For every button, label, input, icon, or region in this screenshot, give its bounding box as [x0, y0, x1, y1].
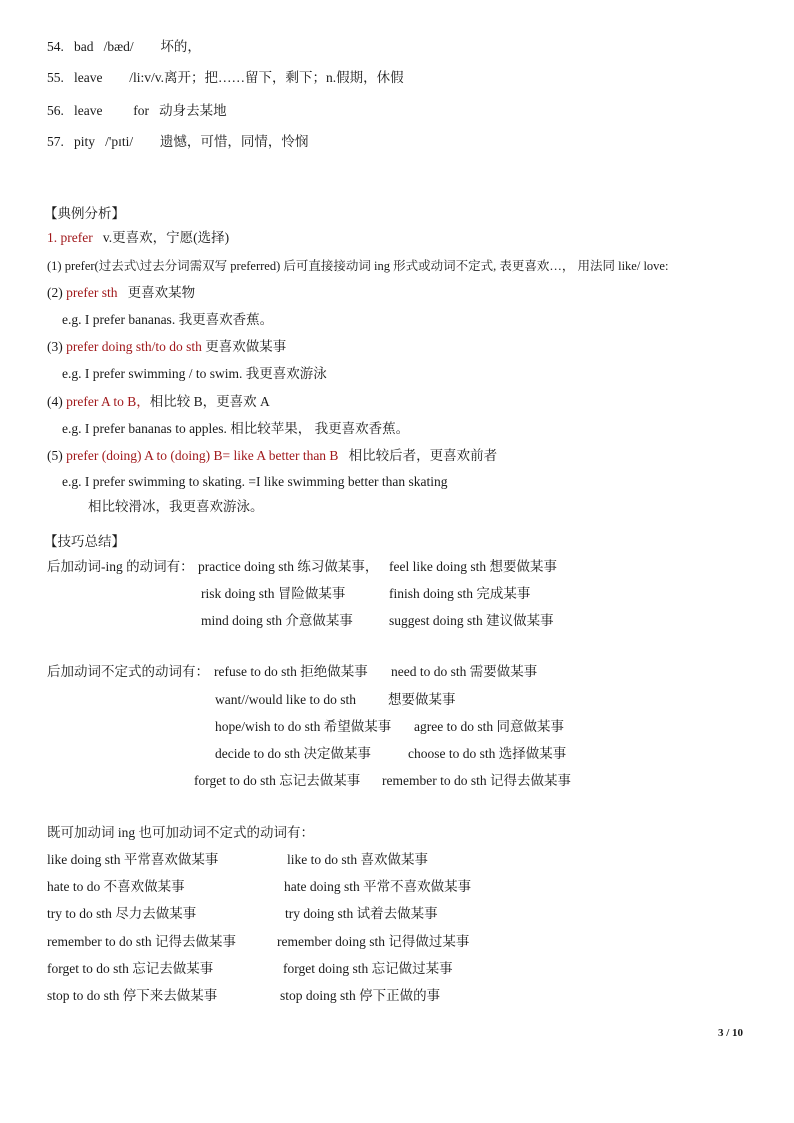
vocab-item-54 [47, 38, 201, 56]
analysis-item-1 [47, 229, 229, 247]
both-form-entry: forget doing sth 忘记做过某事 [283, 961, 453, 976]
point-keyword: prefer sth [66, 285, 118, 300]
point-keyword: prefer A to B， [66, 394, 150, 409]
point-meaning: 相比较 B，更喜欢 A [149, 394, 270, 409]
analysis-point-5 [47, 447, 497, 465]
infinitive-verb-entry: refuse to do sth 拒绝做某事 [214, 664, 368, 679]
vocab-item-56 [47, 102, 227, 120]
point-keyword: prefer (doing) A to (doing) B= like A better than B [66, 448, 339, 463]
analysis-point-2 [47, 284, 195, 302]
both-form-entry: like to do sth 喜欢做某事 [287, 852, 428, 867]
vocab-word: bad [74, 39, 94, 54]
analysis-point-4 [47, 393, 270, 411]
both-form-entry: try to do sth 尽力去做某事 [47, 906, 197, 921]
vocab-phonetic: /li:v/v. [129, 70, 164, 85]
vocab-definition: 遗憾，可惜，同情，怜悯 [159, 134, 309, 149]
ing-verb-entry: finish doing sth 完成某事 [389, 586, 531, 601]
both-form-entry: remember to do sth 记得去做某事 [47, 934, 236, 949]
both-forms-label: 既可加动词 ing 也可加动词不定式的动词有： [47, 825, 315, 840]
infinitive-verb-entry: remember to do sth 记得去做某事 [382, 773, 571, 788]
point-meaning: 更喜欢某物 [127, 285, 196, 300]
example-5: e.g. I prefer swimming to skating. =I like swimming better than skating [62, 474, 448, 489]
example-2: e.g. I prefer bananas. 我更喜欢香蕉。 [62, 312, 274, 327]
both-form-entry: stop doing sth 停下正做的事 [280, 988, 441, 1003]
point-number: (5) [47, 448, 63, 463]
item-1-meaning: v.更喜欢，宁愿(选择) [102, 230, 230, 245]
point-number: (2) [47, 285, 63, 300]
ing-verb-entry: suggest doing sth 建议做某事 [389, 613, 554, 628]
infinitive-verb-entry: want//would like to do sth [215, 692, 356, 707]
ing-verb-entry: practice doing sth 练习做某事， [198, 559, 379, 574]
vocab-word: leave [74, 70, 103, 85]
vocab-phonetic: /'pɪti/ [105, 134, 134, 149]
point-meaning: 相比较后者，更喜欢前者 [348, 448, 498, 463]
analysis-point-3 [47, 338, 286, 356]
vocab-number: 57. [47, 134, 64, 149]
vocab-word: leave [74, 103, 103, 118]
ing-verb-entry: risk doing sth 冒险做某事 [201, 586, 346, 601]
point-number: (4) [47, 394, 63, 409]
point-keyword: prefer doing sth/to do sth [66, 339, 202, 354]
vocab-definition: 坏的， [160, 39, 201, 54]
example-4: e.g. I prefer bananas to apples. 相比较苹果， 我更喜欢香蕉。 [62, 421, 410, 436]
infinitive-verb-entry: choose to do sth 选择做某事 [408, 746, 567, 761]
example-5-translation: 相比较滑冰，我更喜欢游泳。 [88, 499, 264, 514]
infinitive-verb-entry: forget to do sth 忘记去做某事 [194, 773, 361, 788]
keyword-prefer: 1. prefer [47, 230, 93, 245]
both-form-entry: hate to do 不喜欢做某事 [47, 879, 185, 894]
both-form-entry: hate doing sth 平常不喜欢做某事 [284, 879, 472, 894]
point-number: (3) [47, 339, 63, 354]
vocab-word: pity [74, 134, 96, 149]
vocab-number: 56. [47, 103, 64, 118]
vocab-definition: 动身去某地 [159, 103, 227, 118]
infinitive-verb-entry: agree to do sth 同意做某事 [414, 719, 564, 734]
analysis-point-1: (1) prefer(过去式\过去分词需双写 preferred) 后可直接接动词 ing 形式或动词不定式, 表更喜欢…， 用法同 like/ love: [47, 259, 669, 273]
vocab-number: 54. [47, 39, 64, 54]
both-form-entry: remember doing sth 记得做过某事 [277, 934, 470, 949]
infinitive-verbs-label: 后加动词不定式的动词有： [47, 664, 209, 679]
infinitive-verb-entry: decide to do sth 决定做某事 [215, 746, 371, 761]
vocab-definition: 离开；把……留下，剩下；n.假期，休假 [164, 70, 404, 85]
page-number: 3 / 10 [718, 1027, 744, 1039]
infinitive-verb-entry: 想要做某事 [388, 692, 456, 707]
infinitive-verb-entry: hope/wish to do sth 希望做某事 [215, 719, 392, 734]
ing-verb-entry: feel like doing sth 想要做某事 [389, 559, 557, 574]
vocab-phonetic: /bæd/ [103, 39, 134, 54]
both-form-entry: try doing sth 试着去做某事 [285, 906, 438, 921]
analysis-heading: 【典例分析】 [44, 206, 125, 221]
both-form-entry: forget to do sth 忘记去做某事 [47, 961, 214, 976]
infinitive-verb-entry: need to do sth 需要做某事 [391, 664, 538, 679]
summary-heading: 【技巧总结】 [44, 534, 125, 549]
vocab-item-57 [47, 133, 308, 151]
example-3: e.g. I prefer swimming / to swim. 我更喜欢游泳 [62, 366, 327, 381]
both-form-entry: like doing sth 平常喜欢做某事 [47, 852, 219, 867]
ing-verbs-label: 后加动词-ing 的动词有： [47, 559, 194, 574]
ing-verb-entry: mind doing sth 介意做某事 [201, 613, 353, 628]
vocab-number: 55. [47, 70, 64, 85]
vocab-phrase: for [133, 103, 149, 118]
vocab-item-55 [47, 69, 404, 87]
point-meaning: 更喜欢做某事 [205, 339, 287, 354]
both-form-entry: stop to do sth 停下来去做某事 [47, 988, 218, 1003]
